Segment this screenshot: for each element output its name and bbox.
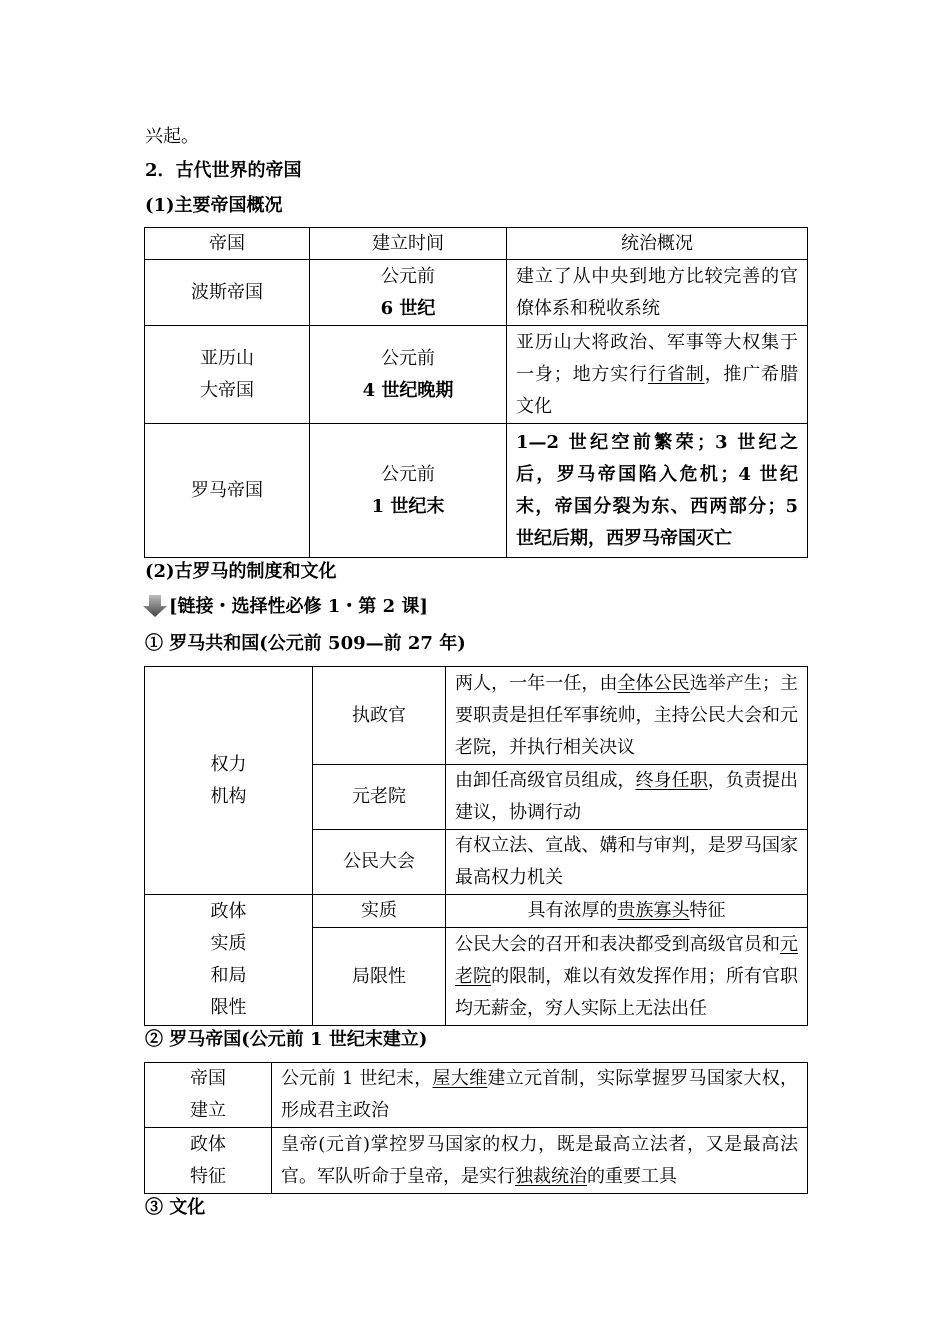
institution-desc: 由卸任高级官员组成，终身任职，负责提出建议，协调行动 (446, 765, 808, 830)
founding-label: 帝国 建立 (145, 1063, 272, 1128)
header-time: 建立时间 (310, 228, 507, 260)
founding-desc: 公元前 1 世纪末，屋大维建立元首制，实际掌握罗马国家大权，形成君主政治 (272, 1063, 808, 1128)
link-reference (143, 595, 428, 619)
empire-title: ② 罗马帝国(公元前 1 世纪末建立) (145, 1029, 428, 1050)
limits-desc: 公民大会的召开和表决都受到高级官员和元老院的限制，难以有效发挥作用；所有官职均无薪金，穷人实际上无法出任 (446, 928, 808, 1026)
empire-desc: 亚历山大将政治、军事等大权集于一身；地方实行行省制，推广希腊文化 (507, 326, 808, 424)
essence-name: 实质 (313, 895, 446, 928)
republic-title: ① 罗马共和国(公元前 509—前 27 年) (145, 633, 466, 654)
empire-name: 亚历山 大帝国 (145, 326, 310, 424)
table-row (145, 1063, 808, 1128)
table-row (145, 667, 808, 765)
sub2-title: (2)古罗马的制度和文化 (145, 561, 337, 582)
limits-name: 局限性 (313, 928, 446, 1026)
features-label: 政体 特征 (145, 1128, 272, 1194)
power-institutions-label: 权力 机构 (145, 667, 313, 895)
empire-time: 公元前 1 世纪末 (310, 424, 507, 558)
arrow-down-icon (143, 595, 167, 617)
culture-title: ③ 文化 (145, 1197, 206, 1218)
institution-desc: 有权立法、宣战、媾和与审判，是罗马国家最高权力机关 (446, 830, 808, 895)
header-governance: 统治概况 (507, 228, 808, 260)
institution-name: 元老院 (313, 765, 446, 830)
table-row (145, 326, 808, 424)
institution-name: 执政官 (313, 667, 446, 765)
table-row (145, 424, 808, 558)
header-empire: 帝国 (145, 228, 310, 260)
essence-desc: 具有浓厚的贵族寡头特征 (446, 895, 808, 928)
table-row (145, 260, 808, 326)
institution-name: 公民大会 (313, 830, 446, 895)
section2-title: 2．古代世界的帝国 (145, 160, 302, 181)
institution-desc: 两人，一年一任，由全体公民选举产生；主要职责是担任军事统帅，主持公民大会和元老院，并执行相关决议 (446, 667, 808, 765)
empire-desc: 建立了从中央到地方比较完善的官僚体系和税收系统 (507, 260, 808, 326)
intro-tail: 兴起。 (145, 126, 199, 147)
empire-desc: 1—2 世纪空前繁荣；3 世纪之后，罗马帝国陷入危机；4 世纪末，帝国分裂为东、西两部分；5 世纪后期，西罗马帝国灭亡 (507, 424, 808, 558)
table-row (145, 1128, 808, 1194)
empire-name: 罗马帝国 (145, 424, 310, 558)
sub1-title: (1)主要帝国概况 (145, 195, 283, 216)
republic-table (144, 666, 808, 1026)
table-row (145, 895, 808, 928)
empires-table (144, 227, 808, 558)
features-desc: 皇帝(元首)掌控罗马国家的权力，既是最高立法者，又是最高法官。军队听命于皇帝，是实行独裁统治的重要工具 (272, 1128, 808, 1194)
empire-time: 公元前 6 世纪 (310, 260, 507, 326)
link-label: [链接・选择性必修 1・第 2 课] (169, 596, 428, 617)
empire-time: 公元前 4 世纪晚期 (310, 326, 507, 424)
empire-table (144, 1062, 808, 1194)
empire-name: 波斯帝国 (145, 260, 310, 326)
polity-label: 政体 实质 和局 限性 (145, 895, 313, 1026)
table-header-row (145, 228, 808, 260)
